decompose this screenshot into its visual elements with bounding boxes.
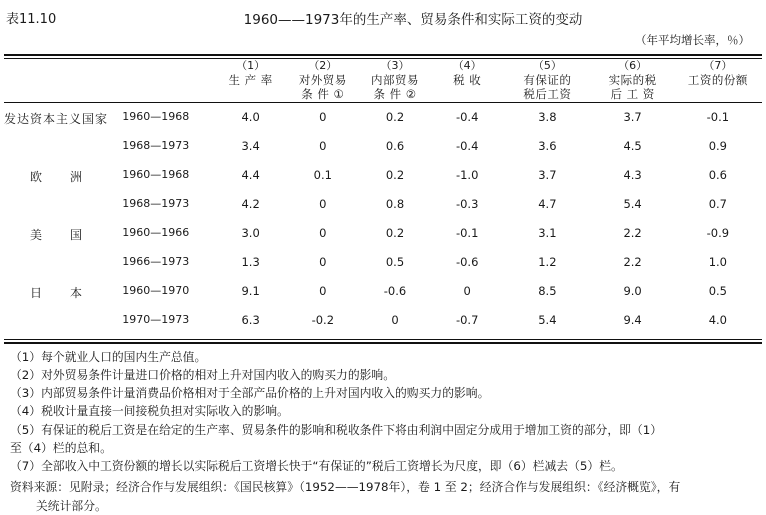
row-value: 1.0 bbox=[708, 254, 727, 269]
table-row bbox=[4, 103, 762, 132]
row-period: 1960—1968 bbox=[122, 109, 190, 123]
row-value: 0.1 bbox=[313, 167, 332, 182]
row-value: 2.2 bbox=[623, 225, 642, 240]
row-period: 1970—1973 bbox=[122, 312, 190, 326]
column-header-7: （7） 工资的份额 bbox=[687, 59, 748, 87]
row-value: 0 bbox=[319, 138, 327, 153]
footnote-2: （2）对外贸易条件计量进口价格的相对上升对国内收入的购买力的影响。 bbox=[10, 367, 396, 382]
column-header-region bbox=[4, 59, 122, 102]
row-value: 5.4 bbox=[623, 196, 642, 211]
table-row bbox=[4, 190, 762, 219]
data-table-body bbox=[4, 103, 762, 335]
footnote-7: （7）全部收入中工资份额的增长以实际税后工资增长快于“有保证的”税后工资增长为尺度，即（6）栏减去（5）栏。 bbox=[10, 459, 623, 474]
row-value: -0.2 bbox=[311, 312, 335, 327]
column-header-period bbox=[122, 59, 214, 102]
table-row bbox=[4, 248, 762, 277]
row-value: -0.6 bbox=[455, 254, 479, 269]
row-region bbox=[4, 132, 122, 161]
footnote-5-cont: 至（4）栏的总和。 bbox=[10, 440, 112, 455]
table-row bbox=[4, 161, 762, 190]
row-value: 4.0 bbox=[708, 312, 727, 327]
row-region: 发达资本主义国家 bbox=[4, 111, 109, 126]
table-row bbox=[4, 277, 762, 306]
footnotes bbox=[10, 348, 756, 476]
row-value: 0.6 bbox=[708, 167, 727, 182]
row-value: 0.6 bbox=[385, 138, 405, 153]
row-value: -0.4 bbox=[455, 109, 479, 124]
row-period: 1968—1973 bbox=[122, 138, 190, 152]
row-value: 0 bbox=[463, 283, 471, 298]
row-value: 1.2 bbox=[538, 254, 557, 269]
row-value: -0.9 bbox=[706, 225, 730, 240]
row-value: 3.8 bbox=[538, 109, 557, 124]
row-period: 1960—1968 bbox=[122, 167, 190, 181]
row-value: 4.4 bbox=[241, 167, 260, 182]
row-region: 美 国 bbox=[30, 227, 91, 242]
row-value: 9.0 bbox=[623, 283, 642, 298]
footnote-1: （1）每个就业人口的国内生产总值。 bbox=[10, 349, 207, 364]
row-value: -0.6 bbox=[383, 283, 407, 298]
row-value: 0.2 bbox=[385, 167, 405, 182]
row-value: 0.9 bbox=[708, 138, 727, 153]
header bbox=[0, 6, 766, 32]
footnote-5: （5）有保证的税后工资是在给定的生产率、贸易条件的影响和税收条件下将由利润中固定分成用于增加工资的部分，即（1） bbox=[10, 422, 663, 437]
row-value: 3.4 bbox=[241, 138, 260, 153]
table-header-row bbox=[4, 59, 762, 102]
footnote-3: （3）内部贸易条件计量消费品价格相对于全部产品价格的上升对国内收入的购买力的影响。 bbox=[10, 386, 490, 401]
row-value: 2.2 bbox=[623, 254, 642, 269]
rule-bottom bbox=[4, 342, 762, 344]
row-value: 0.7 bbox=[708, 196, 727, 211]
document-page bbox=[0, 6, 766, 513]
column-header-5: （5） 有保证的 税后工资 bbox=[523, 59, 572, 102]
source-line-2: 关统计部分。 bbox=[36, 498, 107, 513]
row-value: 9.1 bbox=[241, 283, 260, 298]
row-value: 0 bbox=[319, 283, 327, 298]
row-period: 1960—1970 bbox=[122, 283, 190, 297]
column-header-6: （6） 实际的税 后 工 资 bbox=[608, 59, 657, 102]
row-value: 0.2 bbox=[385, 225, 405, 240]
row-value: 3.7 bbox=[623, 109, 642, 124]
row-value: 0 bbox=[319, 196, 327, 211]
column-header-3: （3） 内部贸易 条 件 ② bbox=[371, 59, 419, 102]
row-value: 9.4 bbox=[623, 312, 642, 327]
row-period: 1968—1973 bbox=[122, 196, 190, 210]
row-value: 4.5 bbox=[623, 138, 642, 153]
row-value: 6.3 bbox=[241, 312, 260, 327]
row-value: 0 bbox=[319, 109, 327, 124]
row-value: 3.7 bbox=[538, 167, 557, 182]
row-value: 5.4 bbox=[538, 312, 557, 327]
row-value: 0.2 bbox=[385, 109, 405, 124]
row-value: 4.7 bbox=[538, 196, 557, 211]
data-table bbox=[4, 59, 762, 102]
row-value: 4.0 bbox=[241, 109, 260, 124]
row-region bbox=[4, 248, 122, 277]
row-value: 1.3 bbox=[241, 254, 260, 269]
row-period: 1966—1973 bbox=[122, 254, 190, 268]
row-value: 3.1 bbox=[538, 225, 557, 240]
row-value: -0.1 bbox=[455, 225, 479, 240]
table-row bbox=[4, 306, 762, 335]
column-header-2: （2） 对外贸易 条 件 ① bbox=[298, 59, 347, 102]
row-value: -0.1 bbox=[706, 109, 730, 124]
row-value: 0.8 bbox=[385, 196, 405, 211]
row-value: -1.0 bbox=[455, 167, 479, 182]
source-line-1: 资料来源：见附录；经济合作与发展组织：《国民核算》（1952——1978年），卷 1 至 2；经济合作与发展组织：《经济概览》，有 bbox=[10, 480, 681, 495]
row-value: -0.4 bbox=[455, 138, 479, 153]
source-note bbox=[10, 478, 756, 515]
unit-note: （年平均增长率，％） bbox=[635, 33, 750, 47]
column-header-1: （1） 生 产 率 bbox=[228, 59, 273, 87]
page-title: 1960——1973年的生产率、贸易条件和实际工资的变动 bbox=[243, 12, 583, 28]
footnote-4: （4）税收计量直接一间接税负担对实际收入的影响。 bbox=[10, 404, 289, 419]
table-row bbox=[4, 219, 762, 248]
row-region: 欧 洲 bbox=[30, 169, 91, 184]
row-region: 日 本 bbox=[30, 285, 91, 300]
table-row bbox=[4, 132, 762, 161]
row-value: 0.5 bbox=[385, 254, 405, 269]
row-value: 4.2 bbox=[241, 196, 260, 211]
row-period: 1960—1966 bbox=[122, 225, 190, 239]
row-value: 3.0 bbox=[241, 225, 260, 240]
column-header-4: （4） 税 收 bbox=[452, 59, 482, 87]
row-value: -0.7 bbox=[455, 312, 479, 327]
row-value: 0 bbox=[319, 254, 327, 269]
row-value: 0 bbox=[391, 312, 399, 327]
row-value: 0.5 bbox=[708, 283, 727, 298]
row-region bbox=[4, 306, 122, 335]
row-value: 0 bbox=[319, 225, 327, 240]
row-region bbox=[4, 190, 122, 219]
table-number: 表11.10 bbox=[6, 12, 57, 27]
row-value: -0.3 bbox=[455, 196, 479, 211]
row-value: 3.6 bbox=[538, 138, 557, 153]
row-value: 8.5 bbox=[538, 283, 557, 298]
row-value: 4.3 bbox=[623, 167, 642, 182]
